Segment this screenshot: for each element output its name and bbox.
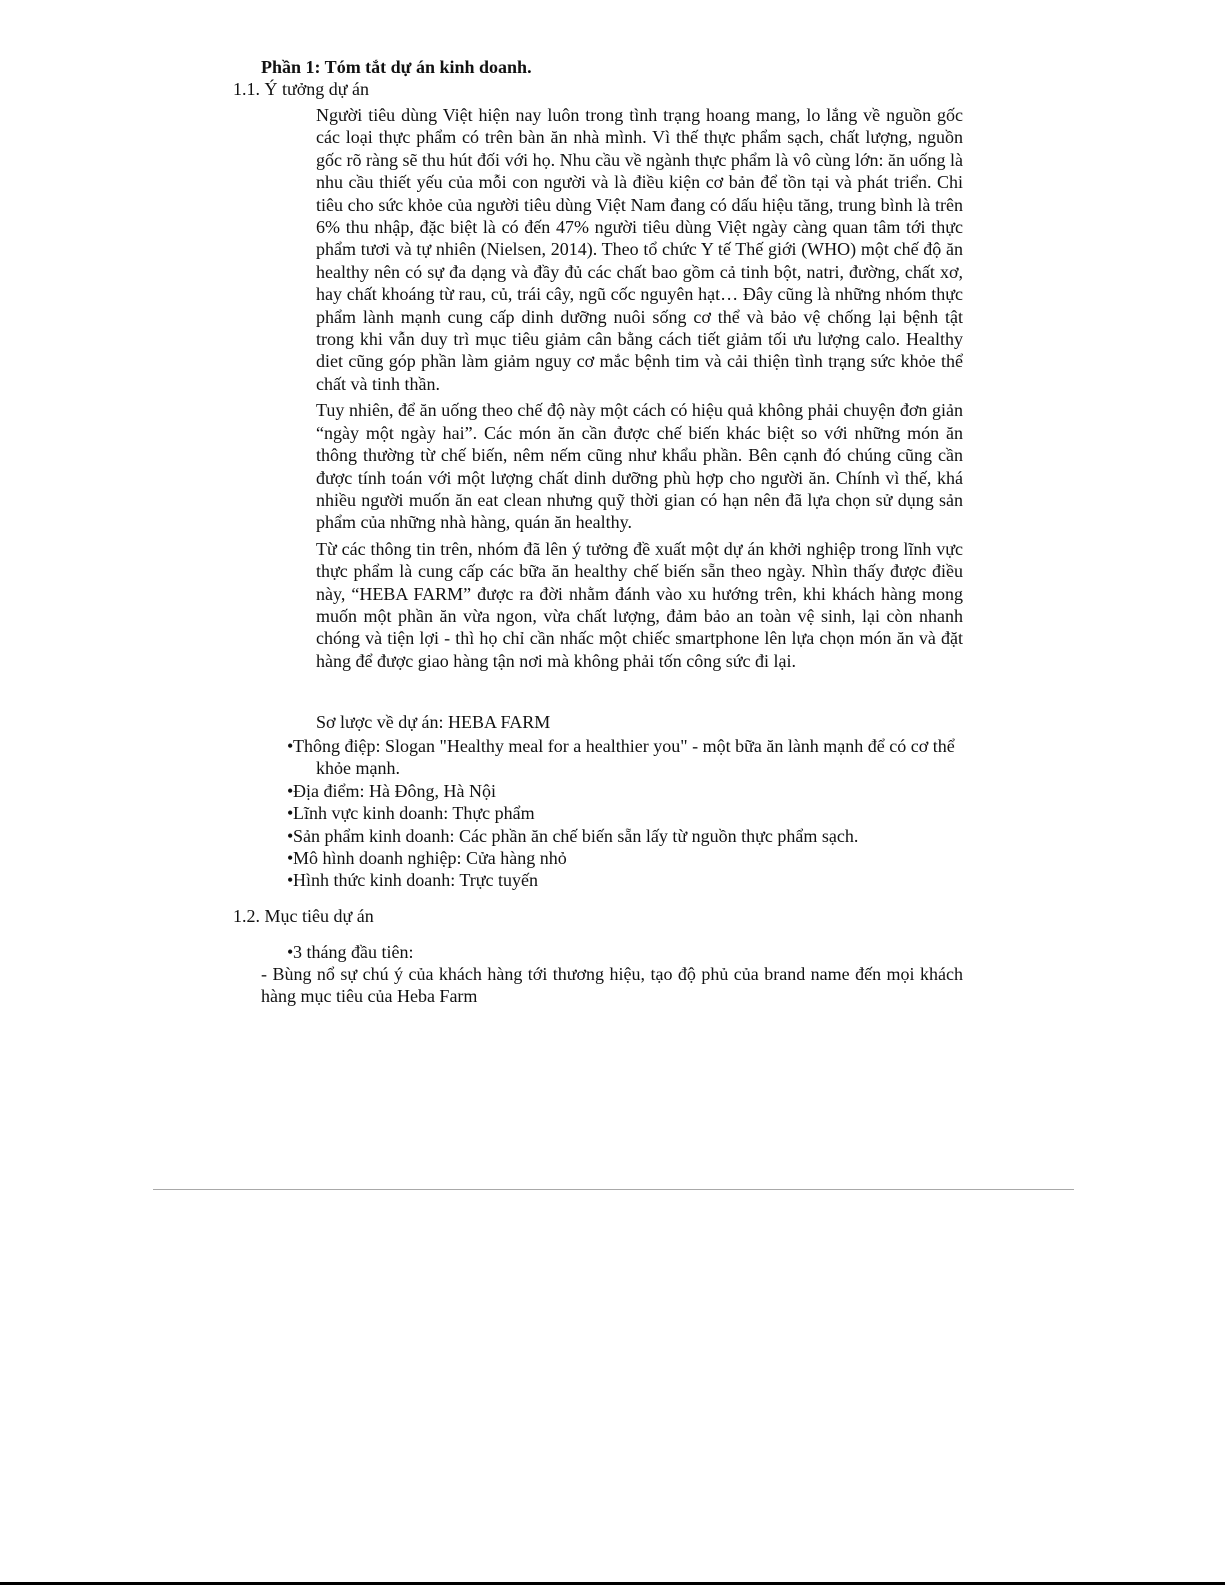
bullet-text: Sản phẩm kinh doanh: Các phần ăn chế biến sẵn lấy từ nguồn thực phẩm sạch. (293, 825, 859, 846)
bullet-text: Thông điệp: Slogan "Healthy meal for a healthier you" - một bữa ăn lành mạnh để có cơ thể khỏe mạnh. (293, 736, 955, 779)
list-item (287, 802, 967, 824)
period-bullet-text: 3 tháng đầu tiên: (293, 942, 414, 962)
project-overview-bullets (287, 735, 967, 892)
project-overview-line: Sơ lược về dự án: HEBA FARM (316, 712, 551, 732)
list-item (287, 735, 967, 780)
section-title-project-idea: 1.1. Ý tưởng dự án (233, 79, 370, 99)
section-title-project-goals: 1.2. Mục tiêu dự án (233, 906, 374, 926)
part-heading: Phần 1: Tóm tắt dự án kinh doanh. (261, 57, 532, 77)
goal-text: - Bùng nổ sự chú ý của khách hàng tới thương hiệu, tạo độ phủ của brand name đến mọi khách hàng mục tiêu của Heba Farm (261, 964, 963, 1007)
period-bullet (287, 941, 413, 963)
project-idea-body (316, 104, 963, 676)
page-break-divider (153, 1189, 1074, 1190)
paragraph: Từ các thông tin trên, nhóm đã lên ý tưởng đề xuất một dự án khởi nghiệp trong lĩnh vực thực phẩm là cung cấp các bữa ăn healthy chế biến sẵn theo ngày. Nhìn thấy được điều này, “HEBA FARM” được ra đời nhằm đánh vào xu hướng trên, khi khách hàng mong muốn một phần ăn vừa ngon, vừa chất lượng, đảm bảo an toàn vệ sinh, lại còn nhanh chóng và tiện lợi - thì họ chỉ cần nhấc một chiếc smartphone lên lựa chọn món ăn và đặt hàng để được giao hàng tận nơi mà không phải tốn công sức đi lại. (316, 538, 963, 671)
bullet-text: Địa điểm: Hà Đông, Hà Nội (293, 780, 496, 801)
list-item (287, 780, 967, 802)
list-item (287, 825, 967, 847)
list-item (287, 869, 967, 891)
list-item (287, 847, 967, 869)
paragraph: Tuy nhiên, để ăn uống theo chế độ này một cách có hiệu quả không phải chuyện đơn giản “ngày một ngày hai”. Các món ăn cần được chế biến khác biệt so với những món ăn thông thường từ chế biến, nêm nếm cũng như khẩu phần. Bên cạnh đó chúng cũng cần được tính toán với một lượng chất dinh dưỡng phù hợp cho người ăn. Chính vì thế, khá nhiều người muốn ăn eat clean nhưng quỹ thời gian có hạn nên đã lựa chọn sử dụng sản phẩm của những nhà hàng, quán ăn healthy. (316, 400, 963, 533)
bullet-text: Mô hình doanh nghiệp: Cửa hàng nhỏ (293, 848, 567, 869)
paragraph: Người tiêu dùng Việt hiện nay luôn trong tình trạng hoang mang, lo lắng về nguồn gốc các loại thực phẩm có trên bàn ăn nhà mình. Vì thế thực phẩm sạch, chất lượng, nguồn gốc rõ ràng sẽ thu hút đối với họ. Nhu cầu về ngành thực phẩm là vô cùng lớn: ăn uống là nhu cầu thiết yếu của mỗi con người và là điều kiện cơ bản để tồn tại và phát triển. Chi tiêu cho sức khỏe của người tiêu dùng Việt Nam đang có dấu hiệu tăng, trung bình là trên 6% thu nhập, đặc biệt là có đến 47% người tiêu dùng Việt ngày càng quan tâm tới thực phẩm tươi và tự nhiên (Nielsen, 2014). Theo tổ chức Y tế Thế giới (WHO) một chế độ ăn healthy nên có sự đa dạng và đầy đủ các chất bao gồm cả tinh bột, natri, đường, chất xơ, hay chất khoáng từ rau, củ, trái cây, ngũ cốc nguyên hạt… Đây cũng là những nhóm thực phẩm lành mạnh cung cấp dinh dưỡng nuôi sống cơ thể và bảo vệ chống lại bệnh tật trong khi vẫn duy trì mục tiêu giảm cân bằng cách tiết giảm tối ưu lượng calo. Healthy diet cũng góp phần làm giảm nguy cơ mắc bệnh tim và cải thiện tình trạng sức khỏe thể chất và tinh thần. (316, 105, 963, 394)
bullet-text: Lĩnh vực kinh doanh: Thực phẩm (293, 803, 535, 824)
bullet-text: Hình thức kinh doanh: Trực tuyến (293, 870, 539, 891)
